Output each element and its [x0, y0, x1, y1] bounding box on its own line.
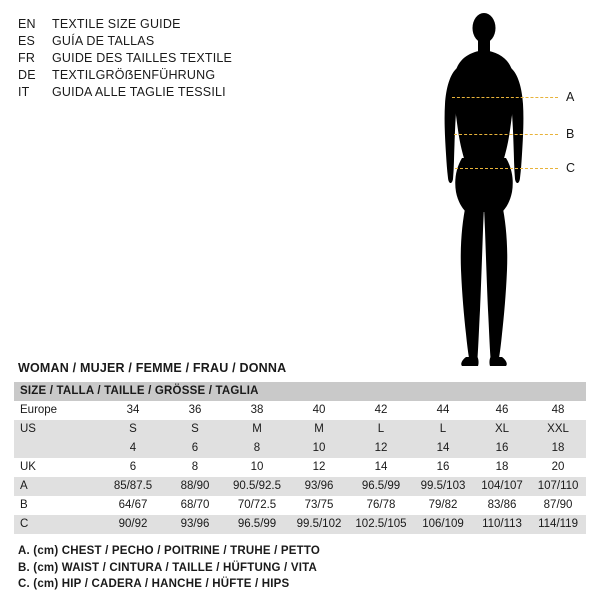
legend-row-a: A. (cm) CHEST / PECHO / POITRINE / TRUHE / PETTO [18, 545, 321, 557]
female-silhouette-icon [400, 8, 600, 373]
language-row-it [18, 84, 348, 101]
cell: 46 [474, 401, 530, 420]
cell: 70/72.5 [226, 496, 288, 515]
cell: 96.5/99 [350, 477, 412, 496]
measure-label-b: B [566, 127, 575, 141]
size-table [14, 382, 586, 534]
row-label: C [14, 515, 102, 534]
cell: 99.5/103 [412, 477, 474, 496]
cell: 107/110 [530, 477, 586, 496]
table-row [14, 401, 586, 420]
language-code: ES [18, 34, 36, 48]
language-row-de [18, 67, 348, 84]
cell: 6 [102, 458, 164, 477]
cell: S [102, 420, 164, 439]
row-label: B [14, 496, 102, 515]
cell: 93/96 [288, 477, 350, 496]
language-row-es [18, 33, 348, 50]
figure-illustration [400, 8, 600, 373]
language-title: TEXTILE SIZE GUIDE [52, 17, 181, 31]
measure-line-a [452, 97, 558, 98]
cell: 79/82 [412, 496, 474, 515]
table-row [14, 477, 586, 496]
table-row [14, 458, 586, 477]
cell: 88/90 [164, 477, 226, 496]
row-label: US [14, 420, 102, 439]
category-title: WOMAN / MUJER / FEMME / FRAU / DONNA [18, 361, 287, 375]
cell: 12 [350, 439, 412, 458]
cell: 18 [530, 439, 586, 458]
measure-line-c [455, 168, 558, 169]
measurement-legend [18, 543, 578, 593]
row-label: UK [14, 458, 102, 477]
cell: 83/86 [474, 496, 530, 515]
table-row [14, 496, 586, 515]
row-label: Europe [14, 401, 102, 420]
cell: 44 [412, 401, 474, 420]
table-header-row [14, 382, 586, 401]
cell: XL [474, 420, 530, 439]
cell: 93/96 [164, 515, 226, 534]
cell: 64/67 [102, 496, 164, 515]
cell: 40 [288, 401, 350, 420]
legend-row-b: B. (cm) WAIST / CINTURA / TAILLE / HÜFTUNG / VITA [18, 561, 317, 574]
measure-label-c: C [566, 161, 576, 175]
table-row [14, 515, 586, 534]
cell: 10 [226, 458, 288, 477]
cell: 90/92 [102, 515, 164, 534]
cell: 110/113 [474, 515, 530, 534]
cell: 8 [164, 458, 226, 477]
cell: M [226, 420, 288, 439]
cell: 76/78 [350, 496, 412, 515]
table-row [14, 439, 586, 458]
cell: 14 [412, 439, 474, 458]
cell: 104/107 [474, 477, 530, 496]
cell: 106/109 [412, 515, 474, 534]
language-row-fr [18, 50, 348, 67]
language-title: GUIDE DES TAILLES TEXTILE [52, 51, 233, 65]
cell: 18 [474, 458, 530, 477]
cell: 10 [288, 439, 350, 458]
cell: 8 [226, 439, 288, 458]
cell: 38 [226, 401, 288, 420]
row-label: A [14, 477, 102, 496]
cell: 102.5/105 [350, 515, 412, 534]
cell: 36 [164, 401, 226, 420]
cell: M [288, 420, 350, 439]
language-title: GUÍA DE TALLAS [52, 34, 155, 48]
language-code: IT [18, 85, 30, 99]
cell: 73/75 [288, 496, 350, 515]
cell: 34 [102, 401, 164, 420]
language-list [18, 16, 348, 101]
language-code: FR [18, 51, 36, 65]
cell: 96.5/99 [226, 515, 288, 534]
cell: 90.5/92.5 [226, 477, 288, 496]
cell: 48 [530, 401, 586, 420]
cell: 16 [412, 458, 474, 477]
cell: 85/87.5 [102, 477, 164, 496]
cell: 4 [102, 439, 164, 458]
cell: XXL [530, 420, 586, 439]
language-title: TEXTILGRÖẞENFÜHRUNG [52, 68, 216, 82]
language-row-en [18, 16, 348, 33]
cell: 99.5/102 [288, 515, 350, 534]
language-title: GUIDA ALLE TAGLIE TESSILI [52, 85, 226, 99]
cell: 20 [530, 458, 586, 477]
measure-label-a: A [566, 90, 575, 104]
cell: 68/70 [164, 496, 226, 515]
cell: 87/90 [530, 496, 586, 515]
cell: S [164, 420, 226, 439]
table-row [14, 420, 586, 439]
language-code: EN [18, 17, 36, 31]
table-header-label: SIZE / TALLA / TAILLE / GRÖSSE / TAGLIA [20, 385, 259, 397]
legend-row-c: C. (cm) HIP / CADERA / HANCHE / HÜFTE / HIPS [18, 578, 290, 590]
cell: L [350, 420, 412, 439]
cell: 114/119 [530, 515, 586, 534]
cell: 12 [288, 458, 350, 477]
cell: 6 [164, 439, 226, 458]
cell: 42 [350, 401, 412, 420]
row-label [14, 439, 102, 458]
cell: 16 [474, 439, 530, 458]
cell: 14 [350, 458, 412, 477]
cell: L [412, 420, 474, 439]
measure-line-b [454, 134, 558, 135]
language-code: DE [18, 68, 36, 82]
